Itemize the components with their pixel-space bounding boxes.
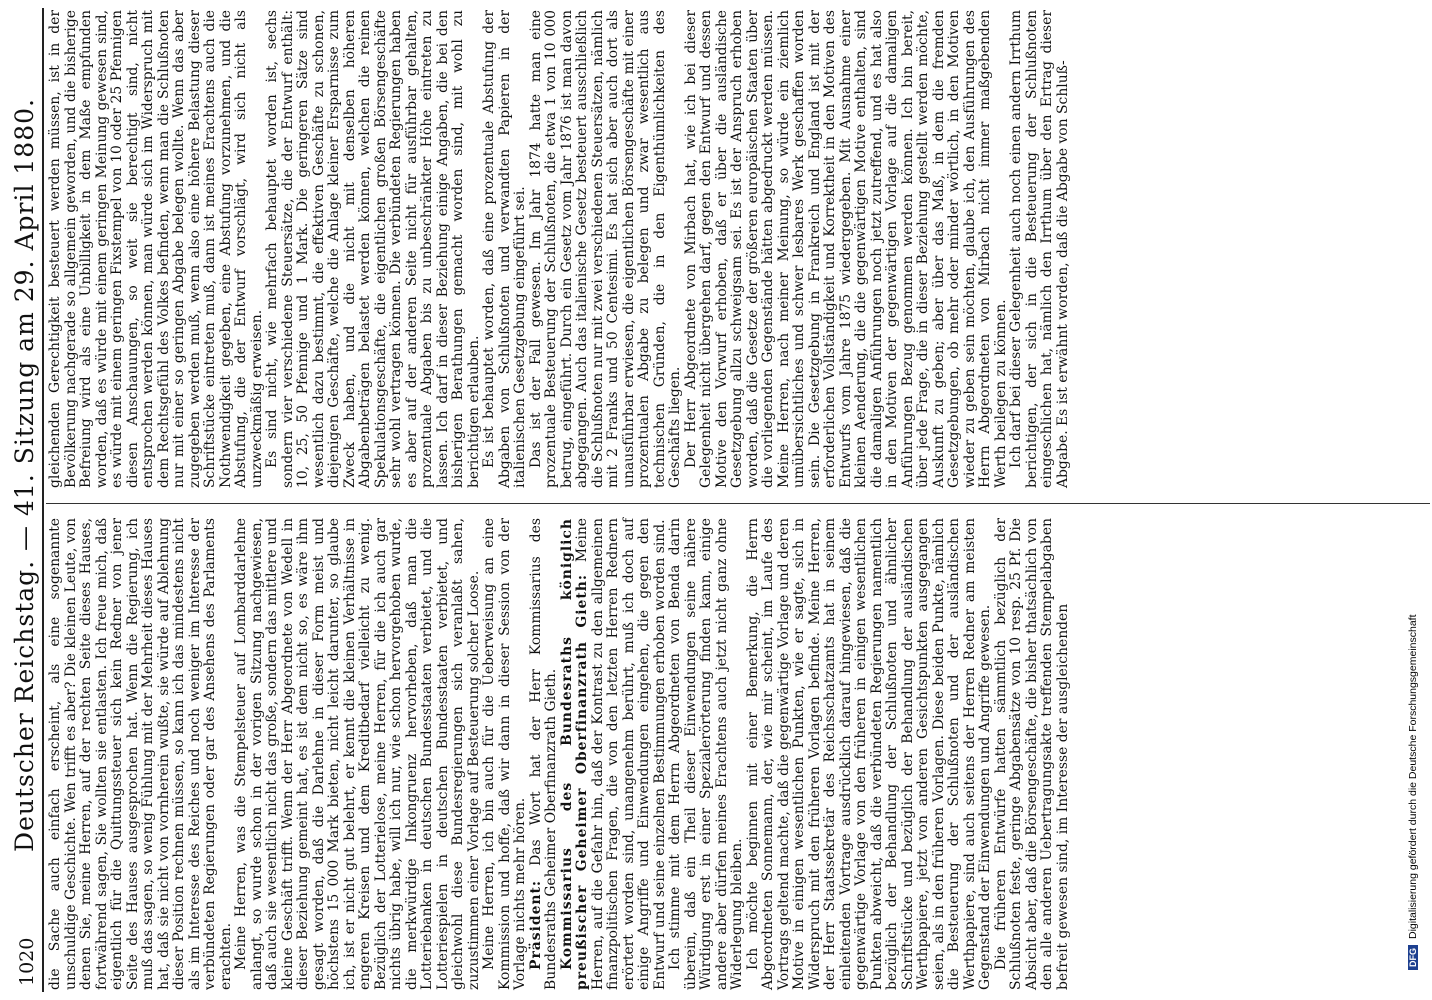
- paragraph: [482, 10, 529, 488]
- paragraph-text: Der Herr Abgeordnete von Mirbach hat, wie ich bei dieser Gelegenheit nicht übergehen darf, gegen den Entwurf und dessen Motive den Vorwurf erhoben, daß er über die ausländische Gesetzgebung allzu schweigsam sei. Es ist der Anspruch erhoben worden, daß die Gesetze der größeren europäischen Staaten über die vorliegenden Gegenstände hätten abgedruckt werden müssen. Meine Herren, nach meiner Meinung, so würde ein ziemlich umübersichtliches und schwer lesbares Werk geschaffen worden sein. Die Gesetzgebung in Frankreich und England ist mit der erforderlichen Vollständigkeit und Korrektheit in den Motiven des Entwurfs vom Jahre 1875 wiedergegeben. Mit Ausnahme einer kleinen Aenderung, die die gegenwärtigen Motive enthalten, sind die damaligen Anführungen noch jetzt zutreffend, und es hat also in den Motiven der gegenwärtigen Vorlage auf die damaligen Anführungen Bezug genommen werden können. Ich bin bereit, über jede Frage, die in dieser Beziehung gestellt werden möchte, Auskunft zu geben; aber über das Maß, in dem die fremden Gesetzgebungen, ob mehr oder minder wörtlich, in den Motiven wieder zu geben sein möchten, glaube ich, den Ausführungen des Herrn Abgeordneten von Mirbach nicht immer maßgebenden Werth beilegen zu können.: [682, 10, 1009, 488]
- paragraph: [48, 10, 265, 488]
- dfg-logo: DFG: [1408, 945, 1418, 970]
- paragraph: [668, 518, 746, 990]
- paragraph-text: Es sind nicht, wie mehrfach behauptet worden ist, sechs sondern vier verschiedene Steuersätze, die der Entwurf enthält: 10, 25, 50 Pfennige und 1 Mark. Die geringeren Sätze sind wesentlich dazu bestimmt, die effektiven Geschäfte zu schonen, diejenigen Geschäfte, welche die Anlage kleiner Ersparnisse zum Zweck haben, und die nicht mit denselben höheren Abgabenbeträgen belastet werden können, welchen die reinen Spekulationsgeschäfte, die eigentlichen großen Börsengeschäfte sehr wohl vertragen können. Die verbündeten Regierungen haben es aber auf der anderen Seite nicht für ausführbar gehalten, prozentuale Abgaben bis zu unbeschränkter Höhe eintreten zu lassen. Ich darf in dieser Beziehung einige Angaben, die bei den bisherigen Berathungen gemacht worden sind, mit wohl zu berichtigen erlauben.: [264, 10, 482, 488]
- paragraph-text: Meine Herren, was die Stempelsteuer auf Lombarddarlehne anlangt, so wurde schon in der vorigen Sitzung nachgewiesen, daß auch sie wesentlich nicht das große, sondern das mittlere und kleine Geschäft trifft. Wenn der Herr Abgeordnete von Wedell in dieser Beziehung gemeint hat, es ist dem nicht so, es wäre ihm gesagt worden, daß die Darlehne in dieser Form meist und höchstens 15 000 Mark bieten, nicht leicht darunter, so glaube ich, ist er nicht gut belehrt, er kennt die kleinen Verhältnisse in engeren Kreisen und dem Kreditbedarf vielleicht zu wenig. Bezüglich der Lotterielose, meine Herren, für die ich auch gar nichts übrig habe, will ich nur, wie schon hervorgehoben wurde, die merkwürdige Inkongruenz hervorheben, daß man die Lotteriebanken in deutschen Bundesstaaten verbietet, und die Lotteriespielen in deutschen Bundesstaaten verbietet, und gleichwohl diese Bundesregierungen sich veranlaßt sahen, zuzustimmen einer Vorlage auf Besteuerung solcher Loose.: [233, 518, 482, 990]
- digitization-credit: [1407, 30, 1425, 970]
- paragraph-text: gleichenden Gerechtigkeit besteuert werden müssen, ist in der Bevölkerung nachgerade so allgemein geworden, und die bisherige Befreiung wird als eine Unbilligkeit in dem Maße empfunden worden, daß es würde mit einem geringen Meinung gewesen sind, es würde mit einem geringen Fixstempel von 10 oder 25 Pfennigen diesen Anschauungen, so weit sie berechtigt sind, nicht entsprochen werden können, man würde sich im Widerspruch mit dem Rechtsgefühl des Volkes befinden, wenn man die Schlußnoten nur mit einer so geringen Abgabe belegen wollte. Wenn das aber zugegeben werden muß, wenn also eine höhere Belastung dieser Schriftstücke eintreten muß, dann ist meines Erachtens auch die Nothwendigkeit gegeben, eine Abstufung vorzunehmen, und die Abstufung, die der Entwurf vorschlägt, wird sich nicht als unzweckmäßig erweisen.: [47, 10, 265, 488]
- paragraph-text: die Sache auch einfach erscheint, als eine sogenannte unschuldige Geschichte. Wen trifft es aber? Die kleinen Leute, von denen Sie, meine Herren, auf der rechten Seite dieses Hauses, fortwährend sagen, Sie wollten sie entlasten. Ich freue mich, daß eigentlich für die Quittungssteuer sich kein Redner von jener Seite des Hauses ausgesprochen hat. Wenn die Regierung, ich muß das sagen, so wenig Fühlung mit der Mehrheit dieses Hauses hat, daß sie nicht von vornherein wußte, sie würde auf Ablehnung dieser Position rechnen müssen, so kann ich das mindestens nicht als im Interesse des Reiches und noch weniger im Interesse der verbündeten Regierungen oder gar des Ansehens des Parlaments erachten.: [47, 518, 234, 990]
- page-title: Deutscher Reichstag. — 41. Sitzung am 29. April 1880.: [10, 98, 39, 852]
- paragraph-text: Ich stimme mit dem Herrn Abgeordneten von Benda darin überein, daß ein Theil dieser Einwendungen seine nähere Würdigung erst in einer Spezialerörterung finden kann, einige andere aber dürfen meines Erachtens auch jetzt nicht ganz ohne Widerlegung bleiben.: [667, 518, 745, 990]
- speaker-label: Präsident:: [527, 879, 544, 970]
- paragraph: [1009, 10, 1071, 488]
- paragraph-text: Ich möchte beginnen mit einer Bemerkung, die Herrn Abgeordneten Sonnemann, der, wie mir scheint, im Laufe des Vortrags geltend machte, daß die gegenwärtige Vorlage und deren Motive in einigen wesentlichen Punkten, wie er sagte, sich in Widerspruch mit den früheren Vorlagen befinde. Meine Herren, der Herr Staatssekretär des Reichsschatzamts hat in seinem einleitenden Vortrage ausdrücklich darauf hingewiesen, daß die gegenwärtige Vorlage von den früheren in einigen wesentlichen Punkten abweicht, daß die verbündeten Regierungen namentlich bezüglich der Behandlung der Schlußnoten und ähnlicher Schriftstücke und bezüglich der Behandlung der ausländischen Werthpapiere, jetzt von anderen Gesichtspunkten ausgegangen seien, als in den früheren Vorlagen. Diese beiden Punkte, nämlich die Besteuerung der Schlußnoten und der ausländischen Werthpapiere, sind auch seitens der Herren Redner am meisten Gegenstand der Einwendungen und Angriffe gewesen.: [744, 518, 993, 990]
- paragraph-text: Meine Herren, auf die Gefahr hin, daß der Kontrast zu den allgemeinen finanzpolitischen Fragen, die von den letzten Herren Rednern erörtert worden sind, unangenehm berührt, muß ich doch auf einige Angriffe und Einwendungen eingehen, die gegen den Entwurf und seine einzelnen Bestimmungen erhoben worden sind.: [574, 518, 668, 990]
- paragraph-text: Meine Herren, ich bin auch für die Ueberweisung an eine Kommission und hoffe, daß wir dann in dieser Session von der Vorlage nichts mehr hören.: [481, 518, 528, 990]
- paragraph: [560, 518, 669, 990]
- paragraph-text: Ich darf bei dieser Gelegenheit auch noch einen andern Irrthum berichtigen, der sich in die Besteuerung der Schlußnoten eingeschlichen hat, nämlich den Irrthum über den Ertrag dieser Abgabe. Es ist erwähnt worden, daß die Abgabe von Schluß-: [1008, 10, 1071, 488]
- digitization-credit-text: [1407, 30, 1425, 970]
- paragraph-text: Es ist behauptet worden, daß eine prozentuale Abstufung der Abgaben von Schlußnoten und verwandten Papieren in der italienischen Gesetzgebung eingeführt sei.: [481, 10, 528, 488]
- page-number: 1020: [16, 937, 38, 986]
- digitization-credit-label: Digitalisierung gefördert durch die Deutsche Forschungsgemeinschaft: [1407, 614, 1419, 939]
- paragraph-text: Das ist der Fall gewesen. Im Jahr 1874 hatte man eine prozentuale Besteuerung der Schlußnoten, die etwa 1 von 10 000 betrug, eingeführt. Durch ein Gesetz vom Jahr 1876 ist man davon abgegangen. Auch das italienische Gesetz besteuert ausschließlich die Schlußnoten nur mit zwei verschiedenen Steuersätzen, nämlich mit 2 Franks und 50 Centesimi. Es hat sich aber auch dort als unausführbar erwiesen, die eigentlichen Börsengeschäfte mit einer prozentualen Abgabe zu belegen und zwar wesentlich aus technischen Gründen, die in den Eigenthümlichkeiten des Geschäfts liegen.: [527, 10, 683, 488]
- paragraph: [529, 10, 684, 488]
- paragraph: [994, 518, 1072, 990]
- paragraph-text: Die früheren Entwürfe hatten sämmtlich bezüglich der Schlußnoten feste, geringe Abgabensätze von 10 resp. 25 Pf. Die Absicht aber, daß die Börsengeschäfte, die bisher thatsächlich von den alle anderen Uebertragungsakte treffenden Stempelabgaben befreit gewesen sind, im Interesse der ausgleichenden: [992, 518, 1071, 990]
- paragraph: [265, 10, 482, 488]
- text-column-left: [48, 518, 1071, 990]
- column-divider: [46, 503, 1430, 504]
- paragraph: [529, 518, 560, 990]
- paragraph: [482, 518, 529, 990]
- text-column-right: [48, 10, 1071, 488]
- paragraph-text: Das Wort hat der Herr Kommissarius des Bundesraths Geheimer Oberfinanzrath Gieth.: [527, 518, 559, 990]
- paragraph: [684, 10, 1010, 488]
- speaker-label: Kommissarius des Bundesraths königlich preußischer Geheimer Oberfinanzrath Gieth:: [558, 518, 590, 990]
- paragraph: [746, 518, 994, 990]
- paragraph: [234, 518, 482, 990]
- page-header: [6, 0, 42, 1000]
- header-rule: [42, 8, 44, 992]
- paragraph: [48, 518, 234, 990]
